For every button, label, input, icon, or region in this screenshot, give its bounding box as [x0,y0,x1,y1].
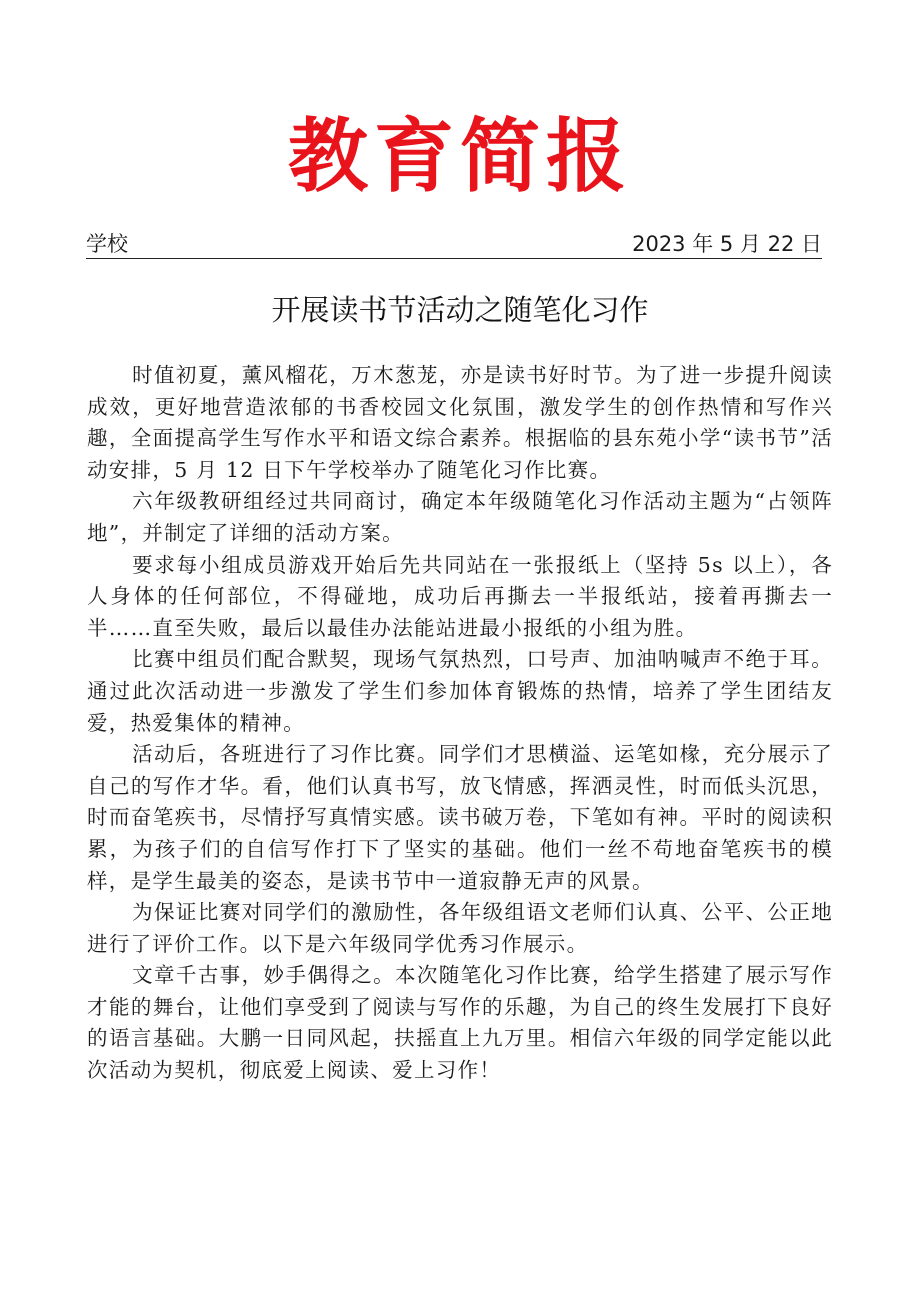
article-paragraph: 活动后，各班进行了习作比赛。同学们才思横溢、运笔如椽，充分展示了自己的写作才华。看，他们认真书写，放飞情感，挥洒灵性，时而低头沉思，时而奋笔疾书，尽情抒写真情实感。读书破万卷，下笔如有神。平时的阅读积累，为孩子们的自信写作打下了坚实的基础。他们一丝不苟地奋笔疾书的模样，是学生最美的姿态，是读书节中一道寂静无声的风景。 [87,742,833,893]
article-body [87,360,833,1087]
article-paragraph: 要求每小组成员游戏开始后先共同站在一张报纸上（坚持 5s 以上），各人身体的任何部位，不得碰地，成功后再撕去一半报纸站，接着再撕去一半……直至失败，最后以最佳办法能站进最小报纸的小组为胜。 [87,552,833,640]
newsletter-masthead: 教育简报 [288,109,632,203]
issue-date: 2023 年 5 月 22 日 [632,232,822,256]
school-label: 学校 [86,232,128,256]
article-paragraph: 为保证比赛对同学们的激励性，各年级组语文老师们认真、公平、公正地进行了评价工作。以下是六年级同学优秀习作展示。 [87,900,833,956]
article-paragraph: 时值初夏，薰风榴花，万木葱茏，亦是读书好时节。为了进一步提升阅读成效，更好地营造浓郁的书香校园文化氛围，激发学生的创作热情和写作兴趣，全面提高学生写作水平和语文综合素养。根据临的县东苑小学“读书节”活动安排，5 月 12 日下午学校举办了随笔化习作比赛。 [87,363,833,482]
article-paragraph: 比赛中组员们配合默契，现场气氛热烈，口号声、加油呐喊声不绝于耳。通过此次活动进一步激发了学生们参加体育锻炼的热情，培养了学生团结友爱，热爱集体的精神。 [87,647,833,735]
article-headline: 开展读书节活动之随笔化习作 [271,293,649,327]
info-bar [86,230,822,259]
article-paragraph: 文章千古事，妙手偶得之。本次随笔化习作比赛，给学生搭建了展示写作才能的舞台，让他们享受到了阅读与写作的乐趣，为自己的终生发展打下良好的语言基础。大鹏一日同风起，扶摇直上九万里。相信六年级的同学定能以此次活动为契机，彻底爱上阅读、爱上习作！ [87,963,833,1083]
article-paragraph: 六年级教研组经过共同商讨，确定本年级随笔化习作活动主题为“占领阵地”，并制定了详细的活动方案。 [87,489,833,545]
